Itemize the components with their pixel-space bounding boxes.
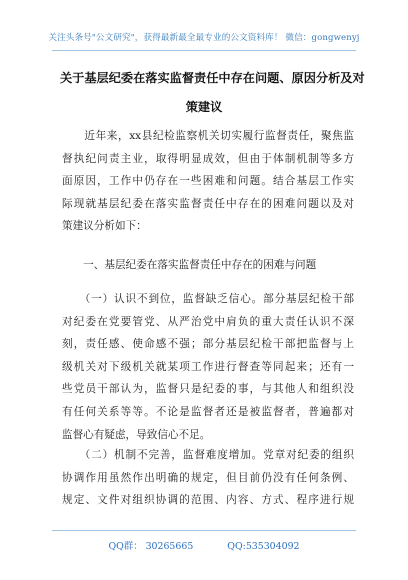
document-title-line: 策建议: [185, 100, 223, 114]
footer-qq-contact: QQ:535304092: [227, 541, 300, 552]
text-line: 有任何关系等等。不论是监督者还是被监督者，普遍都对: [62, 405, 354, 418]
text-line: 近年来，xx县纪检监察机关切实履行监督责任，聚焦监: [62, 130, 354, 142]
section-heading: [62, 254, 354, 277]
text-line: （二）机制不完善，监督难度增加。党章对纪委的组织: [62, 449, 354, 461]
section-heading-text: 一、基层纪委在落实监督责任中存在的困难与问题: [62, 259, 317, 271]
text-line: 些党员干部认为，监督只是纪委的事，与其他人和组织没: [62, 383, 354, 396]
text-line: （一）认识不到位，监督缺乏信心。部分基层纪检干部: [62, 293, 354, 305]
text-line: 对纪委在党要管党、从严治党中肩负的重大责任认识不深: [62, 315, 354, 328]
header-banner: [0, 0, 408, 56]
text-line: 监督心有疑虑，导致信心不足。: [62, 428, 211, 441]
text-line: 策建议分析如下：: [62, 220, 147, 233]
header-promo-text: 关注头条号"公文研究"，获得最新最全最专业的公文资料库！ 微信：gongwenyj: [48, 33, 360, 43]
text-line: 督执纪问责主业，取得明显成效，但由于体制机制等多方: [62, 152, 354, 165]
intro-paragraph: [62, 125, 354, 238]
section-1-paragraph: [62, 288, 354, 446]
document-title-line: 关于基层纪委在落实监督责任中存在问题、原因分析及对: [60, 71, 365, 85]
text-line: 协调作用虽然作出明确的规定，但目前仍没有任何条例、: [62, 471, 354, 484]
text-line: 刻，责任感、使命感不强；部分基层纪检干部把监督与上: [62, 338, 354, 351]
text-line: 面原因，工作中仍存在一些困难和问题。结合基层工作实: [62, 175, 354, 188]
section-2-paragraph: [62, 444, 354, 512]
text-line: 际现就基层纪委在落实监督责任中存在的困难问题以及对: [62, 197, 354, 210]
document-title: [60, 64, 365, 122]
footer-contact: [0, 538, 408, 552]
text-line: 级机关对下级机关就某项工作进行督查等同起来；还有一: [62, 360, 354, 373]
header-divider: [52, 50, 356, 51]
text-line: 规定、文件对组织协调的范围、内容、方式、程序进行规: [62, 494, 354, 507]
footer-divider: [52, 530, 356, 531]
footer-qq-group: QQ群： 30265665: [108, 541, 194, 552]
